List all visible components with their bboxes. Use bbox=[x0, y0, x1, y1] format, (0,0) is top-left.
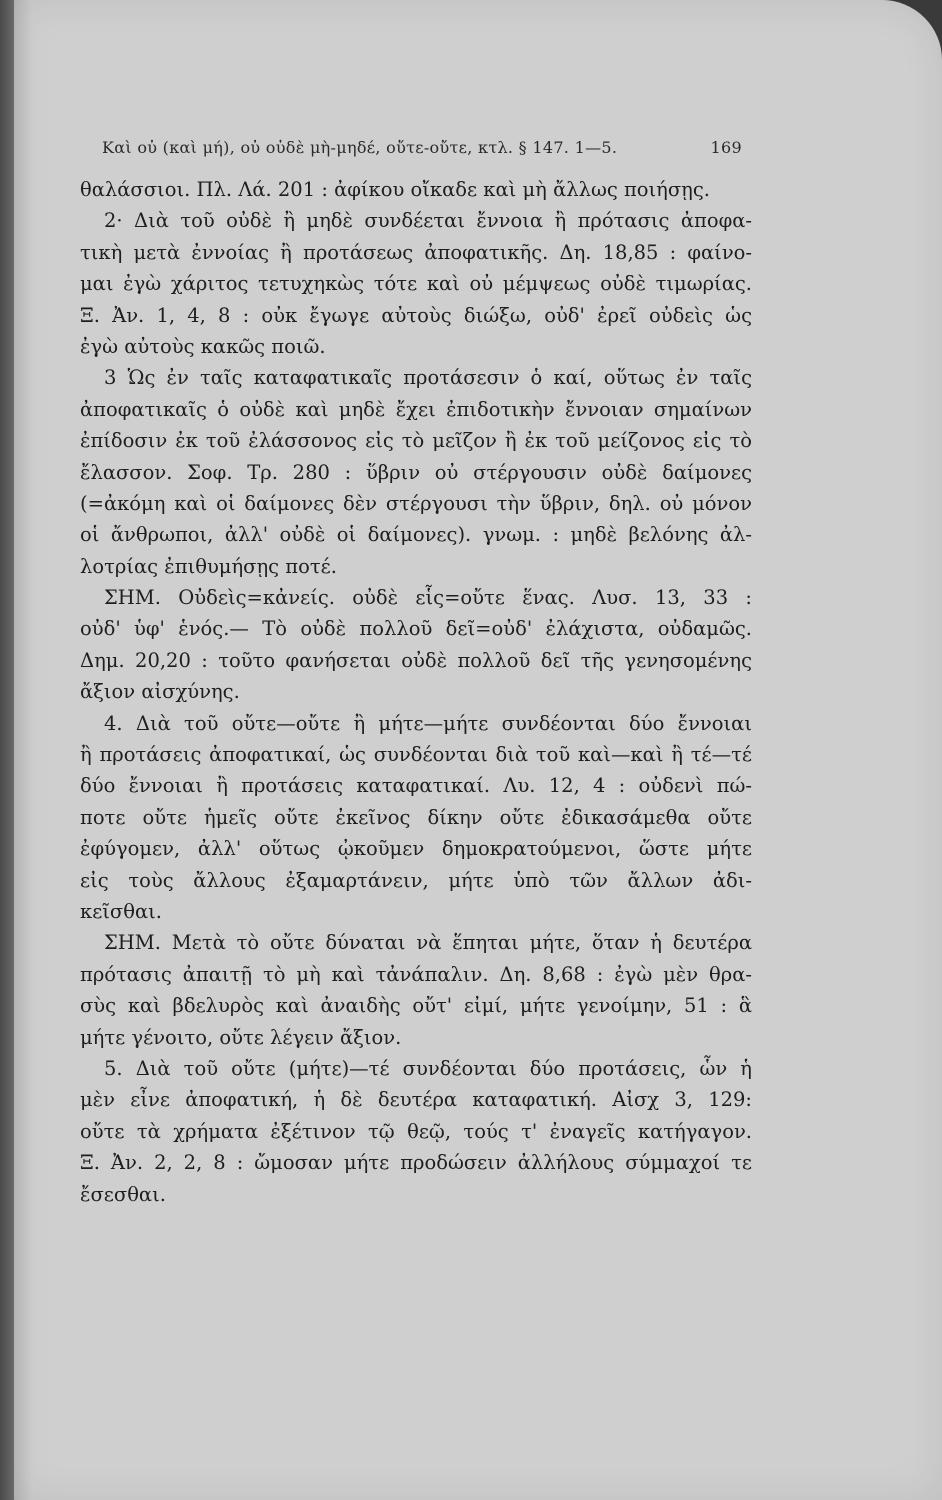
book-edge bbox=[0, 0, 14, 1500]
text-line: οὔτε τὰ χρήματα ἐξέτινον τῷ θεῷ, τούς τ' ἐναγεῖς κατήγαγον. bbox=[80, 1119, 752, 1143]
text-line: πρότασις ἀπαιτῇ τὸ μὴ καὶ τἀνάπαλιν. Δη. 8,68 : ἐγὼ μὲν θρα- bbox=[80, 962, 752, 986]
text-line: μὲν εἶνε ἀποφατική, ἡ δὲ δευτέρα καταφατική. Αἰσχ 3, 129: bbox=[80, 1088, 752, 1112]
text-line: οἱ ἄνθρωποι, ἀλλ' οὐδὲ οἱ δαίμονες). γνωμ. : μηδὲ βελόνης ἀλ- bbox=[80, 523, 752, 547]
text-line: ΣΗΜ. Οὐδεὶς=κἀνείς. οὐδὲ εἷς=οὔτε ἕνας. Λυσ. 13, 33 : bbox=[104, 586, 752, 610]
text-line: ἢ προτάσεις ἀποφατικαί, ὡς συνδέονται διὰ τοῦ καὶ—καὶ ἢ τέ—τέ bbox=[80, 743, 752, 767]
text-line: (=ἀκόμη καὶ οἱ δαίμονες δὲν στέργουσι τὴν ὕβριν, δηλ. οὐ μόνον bbox=[80, 491, 752, 515]
text-line: ἐπίδοσιν ἐκ τοῦ ἐλάσσονος εἰς τὸ μεῖζον ἢ ἐκ τοῦ μείζονος εἰς τὸ bbox=[80, 429, 752, 453]
text-line: Δημ. 20,20 : τοῦτο φανήσεται οὐδὲ πολλοῦ δεῖ τῆς γενησομένης bbox=[80, 648, 752, 672]
text-line: μήτε γένοιτο, οὔτε λέγειν ἄξιον. bbox=[80, 1025, 402, 1049]
text-line: ἔλασσον. Σοφ. Τρ. 280 : ὕβριν οὐ στέργουσιν οὐδὲ δαίμονες bbox=[80, 460, 752, 484]
running-head-title: Καὶ οὐ (καὶ μή), οὐ οὐδὲ μὴ-μηδέ, οὔτε-οὔτε, κτλ. § 147. 1—5. bbox=[102, 138, 618, 157]
text-line: σὺς καὶ βδελυρὸς καὶ ἀναιδὴς οὔτ' εἰμί, μήτε γενοίμην, 51 : ἃ bbox=[80, 994, 752, 1018]
text-line: μαι ἐγὼ χάριτος τετυχηκὼς τότε καὶ οὐ μέμψεως οὐδὲ τιμωρίας. bbox=[80, 272, 752, 296]
text-line: ἐφύγομεν, ἀλλ' οὕτως ᾠκοῦμεν δημοκρατούμενοι, ὥστε μήτε bbox=[80, 837, 752, 861]
text-line: Ξ. Ἀν. 2, 2, 8 : ὤμοσαν μήτε προδώσειν ἀλλήλους σύμμαχοί τε bbox=[80, 1151, 752, 1175]
text-line: κεῖσθαι. bbox=[80, 899, 162, 923]
text-line: θαλάσσιοι. Πλ. Λά. 201 : ἀφίκου οἴκαδε καὶ μὴ ἄλλως ποιήσῃς. bbox=[80, 178, 710, 201]
text-line: ἔσεσθαι. bbox=[80, 1182, 166, 1206]
text-line: λοτρίας ἐπιθυμήσῃς ποτέ. bbox=[80, 554, 337, 578]
text-line: ἄξιον αἰσχύνης. bbox=[80, 680, 240, 704]
text-line: 4. Διὰ τοῦ οὔτε—οὔτε ἢ μήτε—μήτε συνδέονται δύο ἔννοιαι bbox=[104, 711, 752, 735]
text-line: 3 Ὡς ἐν ταῖς καταφατικαῖς προτάσεσιν ὁ καί, οὕτως ἐν ταῖς bbox=[104, 366, 752, 390]
text-line: οὐδ' ὑφ' ἑνός.— Τὸ οὐδὲ πολλοῦ δεῖ=οὐδ' ἐλάχιστα, οὐδαμῶς. bbox=[80, 617, 752, 641]
text-line: ἀποφατικαῖς ὁ οὐδὲ καὶ μηδὲ ἔχει ἐπιδοτικὴν ἔννοιαν σημαίνων bbox=[80, 397, 752, 421]
running-head bbox=[102, 138, 742, 157]
text-line: Ξ. Ἀν. 1, 4, 8 : οὐκ ἔγωγε αὐτοὺς διώξω, οὐδ' ἐρεῖ οὐδεὶς ὡς bbox=[80, 303, 752, 327]
spine-shadow bbox=[14, 0, 32, 1500]
text-line: 2· Διὰ τοῦ οὐδὲ ἢ μηδὲ συνδέεται ἔννοια ἢ πρότασις ἀποφα- bbox=[104, 209, 752, 233]
text-line: 5. Διὰ τοῦ οὔτε (μήτε)—τέ συνδέονται δύο προτάσεις, ὧν ἡ bbox=[104, 1056, 752, 1080]
text-line: ἐγὼ αὐτοὺς κακῶς ποιῶ. bbox=[80, 334, 326, 358]
text-line: ΣΗΜ. Μετὰ τὸ οὔτε δύναται νὰ ἕπηται μήτε, ὅταν ἡ δευτέρα bbox=[104, 931, 752, 955]
text-line: ποτε οὔτε ἡμεῖς οὔτε ἐκεῖνος δίκην οὔτε ἐδικασάμεθα οὔτε bbox=[80, 805, 752, 829]
text-line: εἰς τοὺς ἄλλους ἐξαμαρτάνειν, μήτε ὑπὸ τῶν ἄλλων ἀδι- bbox=[80, 868, 752, 892]
text-line: τικὴ μετὰ ἐννοίας ἢ προτάσεως ἀποφατικῆς. Δη. 18,85 : φαίνο- bbox=[80, 240, 752, 264]
text-line: δύο ἔννοιαι ἢ προτάσεις καταφατικαί. Λυ. 12, 4 : οὐδενὶ πώ- bbox=[80, 774, 752, 798]
body-text bbox=[80, 174, 752, 1210]
page-number: 169 bbox=[710, 138, 742, 157]
